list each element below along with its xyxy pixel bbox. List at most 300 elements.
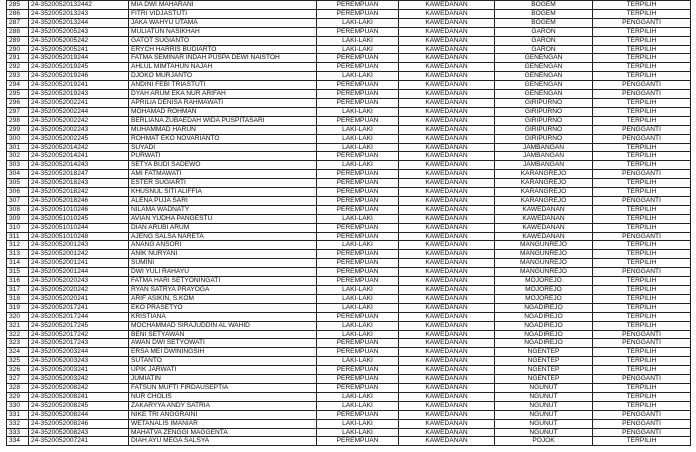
gender-cell: LAKI-LAKI xyxy=(317,392,399,401)
table-row xyxy=(7,339,691,348)
table-row xyxy=(7,268,691,277)
desa-cell: JAMBANGAN xyxy=(495,161,593,170)
desa-cell: MOJOREJO xyxy=(495,286,593,295)
registration-id-cell: 24-3520052001244 xyxy=(29,268,129,277)
name-cell: NIKE TRI ANGGRAINI xyxy=(129,410,317,419)
registration-id-cell: 24-3520052002244 xyxy=(29,107,129,116)
status-cell: TERPILIH xyxy=(593,214,691,223)
table-row xyxy=(7,277,691,286)
status-cell: PENGGANTI xyxy=(593,268,691,277)
registration-id-cell: 24-3520052003242 xyxy=(29,375,129,384)
status-cell: TERPILIH xyxy=(593,321,691,330)
table-row xyxy=(7,1,691,10)
status-cell: TERPILIH xyxy=(593,98,691,107)
registration-id-cell: 24-3520051010246 xyxy=(29,205,129,214)
row-number-cell: 325 xyxy=(7,357,29,366)
desa-cell: NGENTEP xyxy=(495,348,593,357)
kecamatan-cell: KAWEDANAN xyxy=(399,36,495,45)
registration-id-cell: 24-3520052019244 xyxy=(29,54,129,63)
table-row xyxy=(7,81,691,90)
status-cell: TERPILIH xyxy=(593,437,691,446)
status-cell: TERPILIH xyxy=(593,303,691,312)
table-row xyxy=(7,98,691,107)
name-cell: FATMA SEMINAR INDAH PUSPA DEWI NAISTOH xyxy=(129,54,317,63)
status-cell: PENGGANTI xyxy=(593,125,691,134)
name-cell: DIAN ARUBI ARUM xyxy=(129,223,317,232)
table-row xyxy=(7,161,691,170)
table-row xyxy=(7,312,691,321)
kecamatan-cell: KAWEDANAN xyxy=(399,286,495,295)
desa-cell: MANGUNREJO xyxy=(495,259,593,268)
kecamatan-cell: KAWEDANAN xyxy=(399,268,495,277)
registration-id-cell: 24-3520052001243 xyxy=(29,241,129,250)
row-number-cell: 327 xyxy=(7,375,29,384)
gender-cell: LAKI-LAKI xyxy=(317,45,399,54)
registration-id-cell: 24-3520052008244 xyxy=(29,410,129,419)
desa-cell: GIRIPURNO xyxy=(495,98,593,107)
kecamatan-cell: KAWEDANAN xyxy=(399,294,495,303)
registration-id-cell: 24-3520052005241 xyxy=(29,45,129,54)
data-sheet xyxy=(6,0,690,446)
table-row xyxy=(7,428,691,437)
kecamatan-cell: KAWEDANAN xyxy=(399,303,495,312)
table-row xyxy=(7,152,691,161)
gender-cell: PEREMPUAN xyxy=(317,223,399,232)
desa-cell: GIRIPURNO xyxy=(495,125,593,134)
gender-cell: LAKI-LAKI xyxy=(317,357,399,366)
registration-id-cell: 24-3520052019243 xyxy=(29,90,129,99)
table-row xyxy=(7,259,691,268)
name-cell: KRISTIANA xyxy=(129,312,317,321)
row-number-cell: 296 xyxy=(7,98,29,107)
status-cell: PENGGANTI xyxy=(593,170,691,179)
table-row xyxy=(7,188,691,197)
gender-cell: LAKI-LAKI xyxy=(317,428,399,437)
table-row xyxy=(7,375,691,384)
gender-cell: PEREMPUAN xyxy=(317,54,399,63)
name-cell: MULIATUN NASIKHAH xyxy=(129,27,317,36)
gender-cell: LAKI-LAKI xyxy=(317,18,399,27)
kecamatan-cell: KAWEDANAN xyxy=(399,366,495,375)
gender-cell: PEREMPUAN xyxy=(317,1,399,10)
name-cell: ERSA MEI DWININGSIH xyxy=(129,348,317,357)
kecamatan-cell: KAWEDANAN xyxy=(399,152,495,161)
kecamatan-cell: KAWEDANAN xyxy=(399,437,495,446)
registration-id-cell: 24-3520052020242 xyxy=(29,286,129,295)
name-cell: KHUSNUL SITI ALIFFIA xyxy=(129,188,317,197)
registration-id-cell: 24-3520052003243 xyxy=(29,357,129,366)
registration-id-cell: 24-3520052020241 xyxy=(29,294,129,303)
desa-cell: NGADIREJO xyxy=(495,303,593,312)
kecamatan-cell: KAWEDANAN xyxy=(399,383,495,392)
table-row xyxy=(7,392,691,401)
table-row xyxy=(7,125,691,134)
desa-cell: NGUNUT xyxy=(495,419,593,428)
name-cell: ESTER SUGIARTI xyxy=(129,179,317,188)
desa-cell: NGENTEP xyxy=(495,375,593,384)
row-number-cell: 331 xyxy=(7,410,29,419)
gender-cell: LAKI-LAKI xyxy=(317,419,399,428)
row-number-cell: 305 xyxy=(7,179,29,188)
desa-cell: NGADIREJO xyxy=(495,330,593,339)
gender-cell: PEREMPUAN xyxy=(317,383,399,392)
gender-cell: LAKI-LAKI xyxy=(317,330,399,339)
desa-cell: NGADIREJO xyxy=(495,321,593,330)
kecamatan-cell: KAWEDANAN xyxy=(399,259,495,268)
registration-id-cell: 24-3520052003244 xyxy=(29,348,129,357)
gender-cell: PEREMPUAN xyxy=(317,259,399,268)
kecamatan-cell: KAWEDANAN xyxy=(399,179,495,188)
table-row xyxy=(7,223,691,232)
status-cell: TERPILIH xyxy=(593,241,691,250)
desa-cell: KARANGREJO xyxy=(495,196,593,205)
registration-id-cell: 24-3520052014242 xyxy=(29,143,129,152)
status-cell: TERPILIH xyxy=(593,294,691,303)
row-number-cell: 333 xyxy=(7,428,29,437)
gender-cell: PEREMPUAN xyxy=(317,348,399,357)
name-cell: PURWATI xyxy=(129,152,317,161)
table-row xyxy=(7,250,691,259)
status-cell: TERPILIH xyxy=(593,27,691,36)
table-row xyxy=(7,401,691,410)
desa-cell: GENENGAN xyxy=(495,90,593,99)
status-cell: PENGGANTI xyxy=(593,232,691,241)
registration-id-cell: 24-3520052017242 xyxy=(29,330,129,339)
desa-cell: GIRIPURNO xyxy=(495,107,593,116)
registration-id-cell: 24-3520052017243 xyxy=(29,339,129,348)
row-number-cell: 320 xyxy=(7,312,29,321)
name-cell: EKO PRASETYO xyxy=(129,303,317,312)
row-number-cell: 295 xyxy=(7,90,29,99)
desa-cell: JAMBANGAN xyxy=(495,152,593,161)
name-cell: SUYADI xyxy=(129,143,317,152)
table-row xyxy=(7,143,691,152)
kecamatan-cell: KAWEDANAN xyxy=(399,188,495,197)
desa-cell: JAMBANGAN xyxy=(495,143,593,152)
kecamatan-cell: KAWEDANAN xyxy=(399,428,495,437)
gender-cell: PEREMPUAN xyxy=(317,205,399,214)
gender-cell: LAKI-LAKI xyxy=(317,36,399,45)
row-number-cell: 316 xyxy=(7,277,29,286)
gender-cell: PEREMPUAN xyxy=(317,232,399,241)
kecamatan-cell: KAWEDANAN xyxy=(399,348,495,357)
table-row xyxy=(7,72,691,81)
row-number-cell: 318 xyxy=(7,294,29,303)
row-number-cell: 323 xyxy=(7,339,29,348)
status-cell: TERPILIH xyxy=(593,63,691,72)
row-number-cell: 286 xyxy=(7,9,29,18)
kecamatan-cell: KAWEDANAN xyxy=(399,134,495,143)
status-cell: PENGGANTI xyxy=(593,419,691,428)
kecamatan-cell: KAWEDANAN xyxy=(399,375,495,384)
status-cell: TERPILIH xyxy=(593,36,691,45)
registration-id-cell: 24-3520052003241 xyxy=(29,366,129,375)
row-number-cell: 304 xyxy=(7,170,29,179)
status-cell: TERPILIH xyxy=(593,286,691,295)
desa-cell: MANGUNREJO xyxy=(495,268,593,277)
gender-cell: PEREMPUAN xyxy=(317,366,399,375)
row-number-cell: 307 xyxy=(7,196,29,205)
kecamatan-cell: KAWEDANAN xyxy=(399,357,495,366)
kecamatan-cell: KAWEDANAN xyxy=(399,116,495,125)
kecamatan-cell: KAWEDANAN xyxy=(399,98,495,107)
desa-cell: KARANGREJO xyxy=(495,179,593,188)
row-number-cell: 294 xyxy=(7,81,29,90)
status-cell: TERPILIH xyxy=(593,366,691,375)
kecamatan-cell: KAWEDANAN xyxy=(399,54,495,63)
desa-cell: GENENGAN xyxy=(495,72,593,81)
kecamatan-cell: KAWEDANAN xyxy=(399,232,495,241)
registration-id-cell: 24-3520052002242 xyxy=(29,116,129,125)
table-row xyxy=(7,321,691,330)
status-cell: PENGGANTI xyxy=(593,81,691,90)
registration-id-cell: 24-3520052019246 xyxy=(29,72,129,81)
desa-cell: GENENGAN xyxy=(495,63,593,72)
table-row xyxy=(7,179,691,188)
status-cell: TERPILIH xyxy=(593,223,691,232)
registration-id-cell: 24-3520052008245 xyxy=(29,401,129,410)
name-cell: ARIF ASIKIN, S.KOM xyxy=(129,294,317,303)
status-cell: TERPILIH xyxy=(593,357,691,366)
status-cell: TERPILIH xyxy=(593,161,691,170)
row-number-cell: 317 xyxy=(7,286,29,295)
gender-cell: PEREMPUAN xyxy=(317,375,399,384)
registration-id-cell: 24-3520052013243 xyxy=(29,9,129,18)
gender-cell: PEREMPUAN xyxy=(317,277,399,286)
registration-id-cell: 24-3520052019245 xyxy=(29,63,129,72)
kecamatan-cell: KAWEDANAN xyxy=(399,205,495,214)
status-cell: TERPILIH xyxy=(593,188,691,197)
row-number-cell: 289 xyxy=(7,36,29,45)
status-cell: PENGGANTI xyxy=(593,134,691,143)
kecamatan-cell: KAWEDANAN xyxy=(399,107,495,116)
table-row xyxy=(7,232,691,241)
gender-cell: LAKI-LAKI xyxy=(317,241,399,250)
name-cell: JAKA WAHYU UTAMA xyxy=(129,18,317,27)
desa-cell: GARON xyxy=(495,45,593,54)
row-number-cell: 322 xyxy=(7,330,29,339)
status-cell: PENGGANTI xyxy=(593,196,691,205)
registration-id-cell: 24-3520051010245 xyxy=(29,214,129,223)
desa-cell: NGUNUT xyxy=(495,410,593,419)
table-row xyxy=(7,348,691,357)
status-cell: TERPILIH xyxy=(593,9,691,18)
name-cell: UPIK JARWATI xyxy=(129,366,317,375)
row-number-cell: 292 xyxy=(7,63,29,72)
registration-id-cell: 24-3520052018247 xyxy=(29,170,129,179)
table-body xyxy=(7,1,691,446)
registration-id-cell: 24-3520052008246 xyxy=(29,419,129,428)
table-row xyxy=(7,294,691,303)
name-cell: ROHMAT EKO NOVARIANTO xyxy=(129,134,317,143)
name-cell: MUHAMMAD HARUN xyxy=(129,125,317,134)
row-number-cell: 309 xyxy=(7,214,29,223)
gender-cell: LAKI-LAKI xyxy=(317,214,399,223)
desa-cell: MOJOREJO xyxy=(495,294,593,303)
registration-id-cell: 24-3520052018242 xyxy=(29,188,129,197)
gender-cell: LAKI-LAKI xyxy=(317,143,399,152)
row-number-cell: 293 xyxy=(7,72,29,81)
row-number-cell: 326 xyxy=(7,366,29,375)
desa-cell: BOGEM xyxy=(495,9,593,18)
row-number-cell: 285 xyxy=(7,1,29,10)
table-row xyxy=(7,214,691,223)
gender-cell: LAKI-LAKI xyxy=(317,321,399,330)
gender-cell: PEREMPUAN xyxy=(317,152,399,161)
status-cell: TERPILIH xyxy=(593,72,691,81)
status-cell: TERPILIH xyxy=(593,45,691,54)
row-number-cell: 288 xyxy=(7,27,29,36)
row-number-cell: 298 xyxy=(7,116,29,125)
status-cell: PENGGANTI xyxy=(593,90,691,99)
desa-cell: MOJOREJO xyxy=(495,277,593,286)
name-cell: AMI FATMAWATI xyxy=(129,170,317,179)
kecamatan-cell: KAWEDANAN xyxy=(399,9,495,18)
desa-cell: GENENGAN xyxy=(495,54,593,63)
table-row xyxy=(7,437,691,446)
table-row xyxy=(7,134,691,143)
table-row xyxy=(7,45,691,54)
gender-cell: LAKI-LAKI xyxy=(317,286,399,295)
gender-cell: PEREMPUAN xyxy=(317,250,399,259)
status-cell: TERPILIH xyxy=(593,383,691,392)
registration-id-cell: 24-3520052005242 xyxy=(29,36,129,45)
row-number-cell: 299 xyxy=(7,125,29,134)
desa-cell: KAWEDANAN xyxy=(495,223,593,232)
table-row xyxy=(7,286,691,295)
table-row xyxy=(7,383,691,392)
name-cell: MAHATVA ZENGGI MAGGENTA xyxy=(129,428,317,437)
name-cell: DJOKO MURJANTO xyxy=(129,72,317,81)
name-cell: BERLIANA ZUBAEDAH WIDA PUSPITASARI xyxy=(129,116,317,125)
registration-id-cell: 24-3520052013244 xyxy=(29,18,129,27)
registration-id-cell: 24-3520052014243 xyxy=(29,161,129,170)
kecamatan-cell: KAWEDANAN xyxy=(399,419,495,428)
desa-cell: NGUNUT xyxy=(495,392,593,401)
kecamatan-cell: KAWEDANAN xyxy=(399,241,495,250)
status-cell: PENGGANTI xyxy=(593,330,691,339)
row-number-cell: 321 xyxy=(7,321,29,330)
table-row xyxy=(7,18,691,27)
table-row xyxy=(7,303,691,312)
kecamatan-cell: KAWEDANAN xyxy=(399,90,495,99)
desa-cell: KARANGREJO xyxy=(495,188,593,197)
desa-cell: GENENGAN xyxy=(495,81,593,90)
kecamatan-cell: KAWEDANAN xyxy=(399,1,495,10)
kecamatan-cell: KAWEDANAN xyxy=(399,161,495,170)
status-cell: TERPILIH xyxy=(593,116,691,125)
kecamatan-cell: KAWEDANAN xyxy=(399,339,495,348)
registration-id-cell: 24-3520052017245 xyxy=(29,321,129,330)
kecamatan-cell: KAWEDANAN xyxy=(399,277,495,286)
gender-cell: PEREMPUAN xyxy=(317,116,399,125)
registration-id-cell: 24-3520052018243 xyxy=(29,179,129,188)
name-cell: ERYCH HARRIS BUDIARTO xyxy=(129,45,317,54)
registration-id-cell: 24-3520052017244 xyxy=(29,312,129,321)
name-cell: NUR CHOLIS xyxy=(129,392,317,401)
name-cell: SUMINI xyxy=(129,259,317,268)
gender-cell: PEREMPUAN xyxy=(317,170,399,179)
status-cell: TERPILIH xyxy=(593,259,691,268)
status-cell: TERPILIH xyxy=(593,205,691,214)
desa-cell: MANGUNREJO xyxy=(495,241,593,250)
kecamatan-cell: KAWEDANAN xyxy=(399,18,495,27)
row-number-cell: 329 xyxy=(7,392,29,401)
name-cell: DYAH ARUM EKA NUR ARIFAH xyxy=(129,90,317,99)
gender-cell: PEREMPUAN xyxy=(317,268,399,277)
table-row xyxy=(7,357,691,366)
gender-cell: PEREMPUAN xyxy=(317,312,399,321)
table-row xyxy=(7,410,691,419)
desa-cell: KAWEDANAN xyxy=(495,232,593,241)
row-number-cell: 330 xyxy=(7,401,29,410)
gender-cell: PEREMPUAN xyxy=(317,81,399,90)
status-cell: TERPILIH xyxy=(593,312,691,321)
name-cell: AJENG SALSA NARETA xyxy=(129,232,317,241)
row-number-cell: 314 xyxy=(7,259,29,268)
row-number-cell: 306 xyxy=(7,188,29,197)
status-cell: TERPILIH xyxy=(593,250,691,259)
desa-cell: POJOK xyxy=(495,437,593,446)
table-row xyxy=(7,27,691,36)
name-cell: MOCHAMMAD SIRAJUDDIN AL WAHID xyxy=(129,321,317,330)
row-number-cell: 308 xyxy=(7,205,29,214)
registration-id-cell: 24-3520052007241 xyxy=(29,437,129,446)
gender-cell: PEREMPUAN xyxy=(317,90,399,99)
table-row xyxy=(7,205,691,214)
row-number-cell: 328 xyxy=(7,383,29,392)
gender-cell: PEREMPUAN xyxy=(317,9,399,18)
kecamatan-cell: KAWEDANAN xyxy=(399,143,495,152)
table-row xyxy=(7,330,691,339)
name-cell: ZAKARYYA ANDY SATRIA xyxy=(129,401,317,410)
kecamatan-cell: KAWEDANAN xyxy=(399,392,495,401)
name-cell: WETANALIS IMANIAR xyxy=(129,419,317,428)
status-cell: TERPILIH xyxy=(593,179,691,188)
name-cell: SUTANTO xyxy=(129,357,317,366)
name-cell: APRILIA DENISA RAHMAWATI xyxy=(129,98,317,107)
name-cell: FATMA HARI SETYONINGATI xyxy=(129,277,317,286)
gender-cell: LAKI-LAKI xyxy=(317,72,399,81)
kecamatan-cell: KAWEDANAN xyxy=(399,312,495,321)
row-number-cell: 319 xyxy=(7,303,29,312)
table-row xyxy=(7,107,691,116)
status-cell: TERPILIH xyxy=(593,277,691,286)
status-cell: PENGGANTI xyxy=(593,428,691,437)
kecamatan-cell: KAWEDANAN xyxy=(399,196,495,205)
status-cell: PENGGANTI xyxy=(593,339,691,348)
row-number-cell: 291 xyxy=(7,54,29,63)
row-number-cell: 311 xyxy=(7,232,29,241)
gender-cell: PEREMPUAN xyxy=(317,188,399,197)
table-row xyxy=(7,36,691,45)
kecamatan-cell: KAWEDANAN xyxy=(399,250,495,259)
status-cell: TERPILIH xyxy=(593,392,691,401)
status-cell: TERPILIH xyxy=(593,107,691,116)
name-cell: ALENA PUJA SARI xyxy=(129,196,317,205)
kecamatan-cell: KAWEDANAN xyxy=(399,63,495,72)
status-cell: TERPILIH xyxy=(593,143,691,152)
name-cell: BENI SETYAWAN xyxy=(129,330,317,339)
gender-cell: PEREMPUAN xyxy=(317,98,399,107)
gender-cell: LAKI-LAKI xyxy=(317,303,399,312)
row-number-cell: 297 xyxy=(7,107,29,116)
gender-cell: LAKI-LAKI xyxy=(317,107,399,116)
desa-cell: MANGUNREJO xyxy=(495,250,593,259)
desa-cell: NGADIREJO xyxy=(495,339,593,348)
registration-id-cell: 24-3520052008241 xyxy=(29,392,129,401)
desa-cell: GARON xyxy=(495,27,593,36)
